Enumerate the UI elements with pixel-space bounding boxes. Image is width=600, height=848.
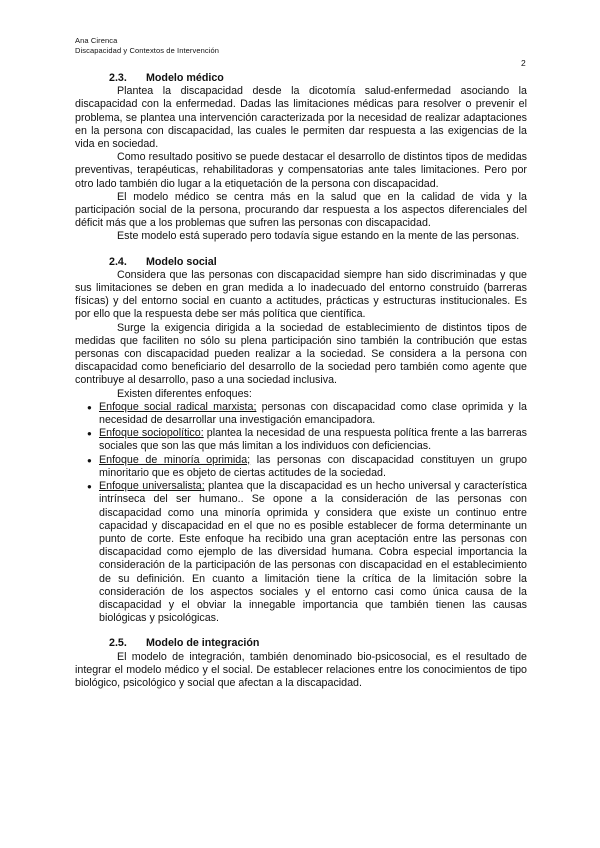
paragraph: Este modelo está superado pero todavía sigue estando en la mente de las personas. [117,230,520,243]
header-subtitle: Discapacidad y Contextos de Intervención [75,46,220,55]
paragraph: Como resultado positivo se puede destacar el desarrollo de distintos tipos de medidas preventivas, terapéuticas, rehabilitadoras y compensatorias ante tales limitaciones. Pero por otro lado también dio lugar a la etiquetación de la persona con discapacidad. [75,151,527,190]
header-author: Ana Cirenca [75,36,118,45]
bullet-icon: ● [87,455,92,465]
spacer [75,244,527,256]
spacer [75,625,527,637]
bullet-icon: ● [87,429,92,439]
paragraph: El modelo de integración, también denominado bio-psicosocial, es el resultado de integrar el modelo médico y el social. De establecer relaciones entre los conocimientos de tipo biológico, psicológico y social que afectan a la discapacidad. [75,650,527,689]
paragraph: Surge la exigencia dirigida a la sociedad de establecimiento de distintos tipos de medidas que faciliten no sólo su plena participación sino también la contribución que estas personas con discapacidad pueden realizar a la sociedad. Se considera a la persona con discapacidad como beneficiario del desarrollo de la sociedad pero también como agente que contribuye al desarrollo, paso a una sociedad inclusiva. [75,321,527,387]
list-item-text: personas con discapacidad como clase oprimida y la necesidad de desarrollar una investigación emancipadora. [99,400,527,427]
section-title: Modelo social [146,255,217,268]
list-item-text: las personas con discapacidad constituyen un grupo minoritario que es objeto de ciertas actitudes de la sociedad. [99,453,527,479]
section-number: 2.3. [109,72,127,84]
document-body [75,72,527,690]
paragraph: Plantea la discapacidad desde la dicotomía salud-enfermedad asociando la discapacidad con la enfermedad. Dadas las limitaciones médicas para resolver o prevenir el problema, se plantea una intervención caracterizada por la necesidad de realizar adaptaciones en la persona con discapacidad, las cuales le permiten dar respuesta a las exigencias de la vida en sociedad. [75,85,527,151]
list-item-term: Enfoque sociopolítico: [99,427,204,440]
bullet-icon: ● [87,482,92,492]
section-heading-modelo-social [75,256,527,269]
list-item-term: Enfoque universalista; [99,480,205,493]
section-number: 2.5. [109,637,127,650]
approaches-list [75,401,527,625]
page-number: 2 [521,58,526,68]
list-item [75,401,527,427]
list-item-term: Enfoque de minoría oprimida; [99,453,251,466]
list-item [75,454,527,480]
section-number: 2.4. [109,255,127,268]
list-item [75,427,527,453]
section-heading-modelo-integracion [75,637,527,650]
paragraph: Considera que las personas con discapacidad siempre han sido discriminadas y que sus limitaciones se deben en gran medida a lo inadecuado del entorno construido (barreras físicas) y del entorno social en cuanto a actitudes, prácticas y estructuras institucionales. Es por ello que la respuesta debe ser más política que científica. [75,268,527,321]
paragraph: Existen diferentes enfoques: [117,387,252,400]
list-item-term: Enfoque social radical marxista; [99,400,257,413]
list-item-text: plantea la necesidad de una respuesta política frente a las barreras sociales que son las que más limitan a los individuos con deficiencias. [99,427,527,453]
section-title: Modelo de integración [146,637,260,650]
list-item [75,480,527,625]
list-item-text: plantea que la discapacidad es un hecho universal y característica intrínseca del ser humano.. Se opone a la consideración de las personas con discapacidad como una minoría oprimida y considera que existe un continuo entre capacidad y discapacidad en el que no es posible establecer de forma determinante un punto de corte. Este enfoque ha recibido una gran aceptación entre las personas con discapacidad como ejemplo de las diversidad humana. Cobra especial importancia la consideración de la participación de las personas con discapacidad en el establecimiento de su definición. En cuanto a limitación tiene la crítica de la limitación sobre la consideración de los aspectos sociales y el entorno casi como única causa de la discapacidad y el obviar la innegable importancia que también tienen las causas biológicas y psicológicas. [99,480,527,625]
section-title: Modelo médico [146,72,224,84]
paragraph: El modelo médico se centra más en la salud que en la calidad de vida y la participación social de la persona, procurando dar respuesta a los aspectos diferenciales del déficit más que a los problemas que sufren las personas con discapacidad. [75,190,527,230]
bullet-icon: ● [87,402,92,412]
section-heading-modelo-medico [75,72,527,85]
